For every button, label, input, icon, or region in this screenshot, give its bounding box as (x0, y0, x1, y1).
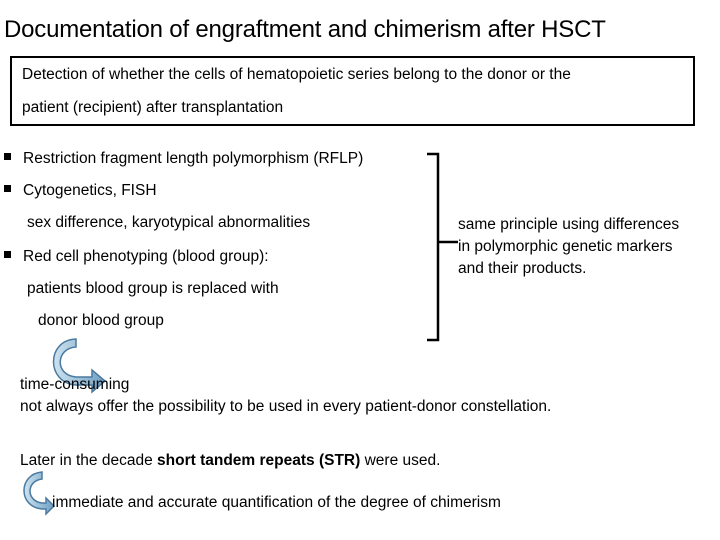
str-sentence (20, 452, 440, 470)
bracket-note-line-2: in polymorphic genetic markers (458, 238, 673, 255)
definition-line-2: patient (recipient) after transplantation (22, 99, 284, 116)
curved-arrow-icon (24, 472, 54, 514)
str-suffix: were used. (360, 452, 441, 469)
bracket-note-line-1: same principle using differences (458, 216, 680, 233)
rflp-label: Restriction fragment length polymorphism (RFLP) (23, 150, 364, 167)
bracket-note-line-3: and their products. (458, 260, 587, 277)
red-cell-detail-2: donor blood group (38, 312, 164, 329)
right-bracket-icon (427, 154, 458, 340)
str-prefix: Later in the decade (20, 452, 158, 469)
definition-line-1: Detection of whether the cells of hematopoietic series belong to the donor or the (22, 66, 571, 83)
cytogenetics-detail: sex difference, karyotypical abnormalities (27, 214, 311, 231)
str-benefit: immediate and accurate quantification of the degree of chimerism (52, 494, 501, 511)
red-cell-label: Red cell phenotyping (blood group): (23, 248, 269, 265)
red-cell-detail-1: patients blood group is replaced with (27, 280, 279, 297)
str-bold-term: short tandem repeats (STR) (157, 452, 361, 469)
cytogenetics-label: Cytogenetics, FISH (23, 182, 157, 199)
drawback-line-1: time-consuming (20, 376, 130, 393)
page-title: Documentation of engraftment and chimerism after HSCT (4, 16, 606, 43)
drawback-line-2: not always offer the possibility to be used in every patient-donor constellation. (20, 398, 552, 415)
